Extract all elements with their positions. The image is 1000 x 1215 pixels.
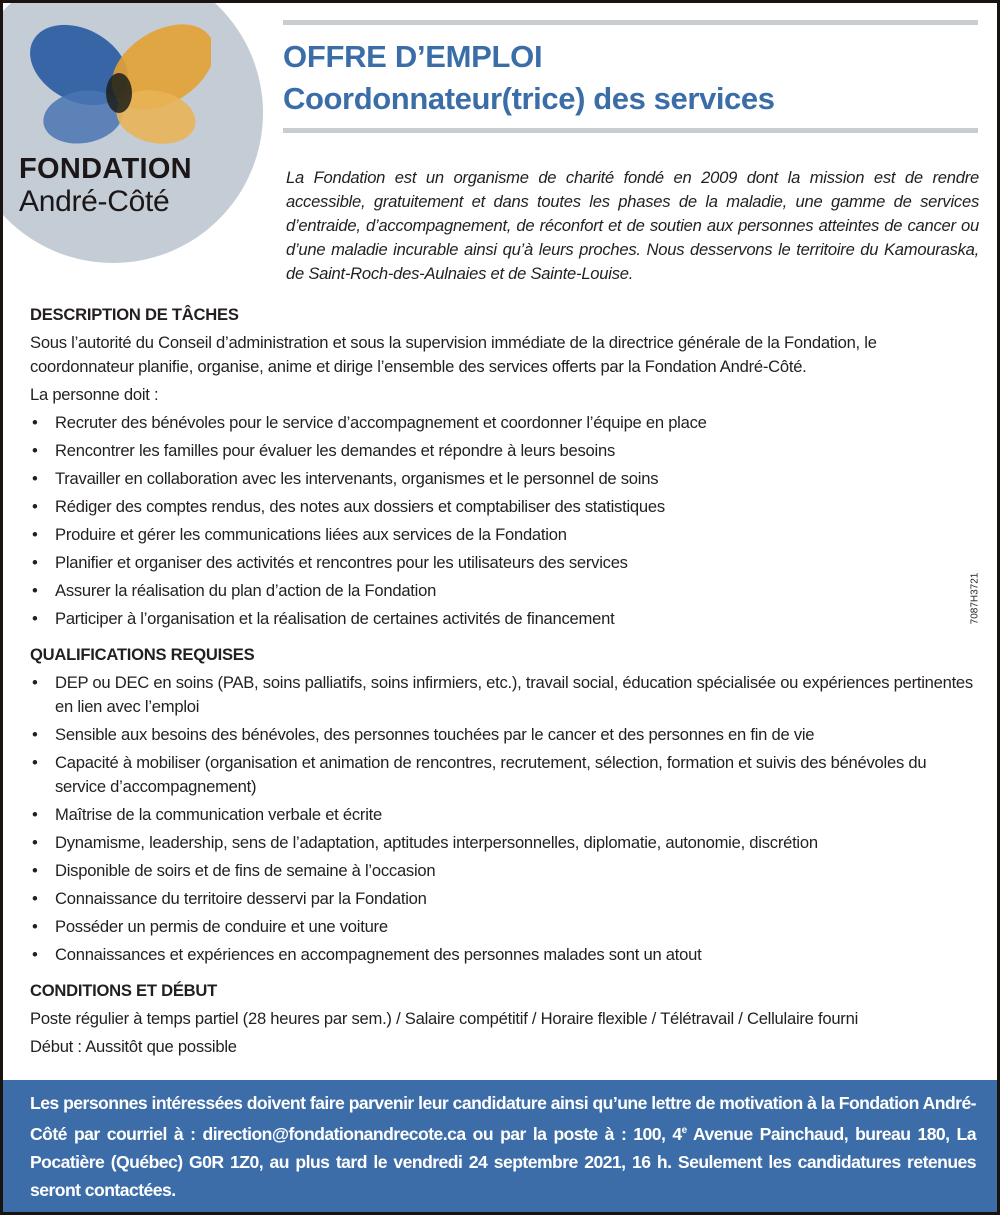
list-item-text: Participer à l’organisation et la réalisation de certaines activités de financement bbox=[55, 609, 615, 628]
list-item-text: Connaissances et expériences en accompagnement des personnes malades sont un atout bbox=[55, 945, 702, 964]
bullet-icon: • bbox=[32, 413, 38, 432]
list-item-text: Disponible de soirs et de fins de semaine à l’occasion bbox=[55, 861, 436, 880]
application-footer bbox=[3, 1080, 997, 1212]
bullet-icon: • bbox=[32, 861, 38, 880]
footer-text: Avenue Painchaud, bureau 180, La Pocatière (Québec) G0R 1Z0, au plus tard le vendredi 24 septembre 2021, 16 h. Seulement les candidatures retenues seront contactées. bbox=[30, 1123, 976, 1200]
footer-text: ou par la poste à : 100, 4 bbox=[465, 1123, 682, 1144]
bullet-icon: • bbox=[32, 553, 38, 572]
list-item-text: Posséder un permis de conduire et une voiture bbox=[55, 917, 388, 936]
ad-code: 7087H3721 bbox=[969, 572, 981, 625]
list-item bbox=[30, 549, 980, 577]
bullet-icon: • bbox=[32, 673, 38, 692]
bullet-icon: • bbox=[32, 469, 38, 488]
list-item bbox=[30, 465, 980, 493]
qualifications-heading: QUALIFICATIONS REQUISES bbox=[30, 645, 255, 664]
bullet-icon: • bbox=[32, 609, 38, 628]
job-title: Coordonnateur(trice) des services bbox=[283, 81, 775, 116]
list-item-text: Travailler en collaboration avec les intervenants, organismes et le personnel de soins bbox=[55, 469, 659, 488]
content-body bbox=[30, 301, 980, 1061]
list-item bbox=[30, 885, 980, 913]
tasks-paragraph: Sous l’autorité du Conseil d’administration et sous la supervision immédiate de la directrice générale de la Fondation, le coordonnateur planifie, organise, anime et dirige l’ensemble des services offerts par la Fondation André-Côté. bbox=[30, 333, 877, 376]
intro-paragraph: La Fondation est un organisme de charité fondé en 2009 dont la mission est de rendre accessible, gratuitement et dans toutes les phases de la maladie, une gamme de services d’entraide, d’accompagnement, de réconfort et de soutien aux personnes atteintes de cancer ou d’une maladie incurable ainsi qu’à leurs proches. Nous desservons le territoire du Kamouraska, de Saint-Roch-des-Aulnaies et de Sainte-Louise. bbox=[286, 167, 979, 283]
bullet-icon: • bbox=[32, 725, 38, 744]
bullet-icon: • bbox=[32, 945, 38, 964]
divider-top bbox=[283, 20, 978, 25]
tasks-list bbox=[30, 409, 980, 633]
qualifications-list bbox=[30, 669, 980, 969]
list-item-text: Assurer la réalisation du plan d’action de la Fondation bbox=[55, 581, 437, 600]
list-item bbox=[30, 577, 980, 605]
bullet-icon: • bbox=[32, 833, 38, 852]
bullet-icon: • bbox=[32, 441, 38, 460]
list-item bbox=[30, 493, 980, 521]
conditions-heading: CONDITIONS ET DÉBUT bbox=[30, 981, 218, 1000]
divider-bottom bbox=[283, 128, 978, 133]
bullet-icon: • bbox=[32, 581, 38, 600]
superscript: e bbox=[681, 1125, 687, 1136]
bullet-icon: • bbox=[32, 497, 38, 516]
list-item-text: Maîtrise de la communication verbale et écrite bbox=[55, 805, 382, 824]
list-item bbox=[30, 857, 980, 885]
list-item-text: Rédiger des comptes rendus, des notes aux dossiers et comptabiliser des statistiques bbox=[55, 497, 665, 516]
list-item-text: Rencontrer les familles pour évaluer les demandes et répondre à leurs besoins bbox=[55, 441, 615, 460]
list-item-text: Recruter des bénévoles pour le service d’accompagnement et coordonner l’équipe en place bbox=[55, 413, 707, 432]
start-date: Début : Aussitôt que possible bbox=[30, 1037, 237, 1056]
tasks-heading: DESCRIPTION DE TÂCHES bbox=[30, 305, 239, 324]
page-title: OFFRE D’EMPLOI bbox=[283, 39, 543, 74]
list-item-text: Connaissance du territoire desservi par la Fondation bbox=[55, 889, 427, 908]
list-item-text: Produire et gérer les communications liées aux services de la Fondation bbox=[55, 525, 567, 544]
list-item-text: Sensible aux besoins des bénévoles, des personnes touchées par le cancer et des personnes en fin de vie bbox=[55, 725, 815, 744]
list-item-text: Capacité à mobiliser (organisation et animation de rencontres, recrutement, sélection, formation et suivis des bénévoles du service d’accompagnement) bbox=[55, 753, 927, 796]
bullet-icon: • bbox=[32, 753, 38, 772]
conditions-line: Poste régulier à temps partiel (28 heures par sem.) / Salaire compétitif / Horaire flexible / Télétravail / Cellulaire fourni bbox=[30, 1009, 859, 1028]
bullet-icon: • bbox=[32, 805, 38, 824]
list-item bbox=[30, 829, 980, 857]
butterfly-logo-icon bbox=[21, 17, 211, 147]
email-link[interactable]: direction@fondationandrecote.ca bbox=[202, 1123, 466, 1144]
list-item-text: DEP ou DEC en soins (PAB, soins palliatifs, soins infirmiers, etc.), travail social, éducation spécialisée ou expériences pertinentes en lien avec l’emploi bbox=[55, 673, 973, 716]
list-item bbox=[30, 521, 980, 549]
list-item bbox=[30, 409, 980, 437]
list-item bbox=[30, 669, 980, 721]
logo-text-fondation: FONDATION bbox=[19, 153, 192, 185]
list-item bbox=[30, 749, 980, 801]
list-item bbox=[30, 437, 980, 465]
logo-text-name: André-Côté bbox=[19, 185, 170, 218]
application-instructions bbox=[30, 1089, 976, 1204]
list-item bbox=[30, 721, 980, 749]
list-item-text: Dynamisme, leadership, sens de l’adaptation, aptitudes interpersonnelles, diplomatie, autonomie, discrétion bbox=[55, 833, 818, 852]
bullet-icon: • bbox=[32, 525, 38, 544]
list-item bbox=[30, 913, 980, 941]
footer-text: Les personnes intéressées doivent faire parvenir leur candidature ainsi qu’une lettre de motivation à la Fondation André-Côté par courriel à : bbox=[30, 1093, 976, 1144]
list-item bbox=[30, 605, 980, 633]
bullet-icon: • bbox=[32, 917, 38, 936]
list-item-text: Planifier et organiser des activités et rencontres pour les utilisateurs des services bbox=[55, 553, 628, 572]
tasks-lead: La personne doit : bbox=[30, 385, 159, 404]
list-item bbox=[30, 801, 980, 829]
bullet-icon: • bbox=[32, 889, 38, 908]
list-item bbox=[30, 941, 980, 969]
